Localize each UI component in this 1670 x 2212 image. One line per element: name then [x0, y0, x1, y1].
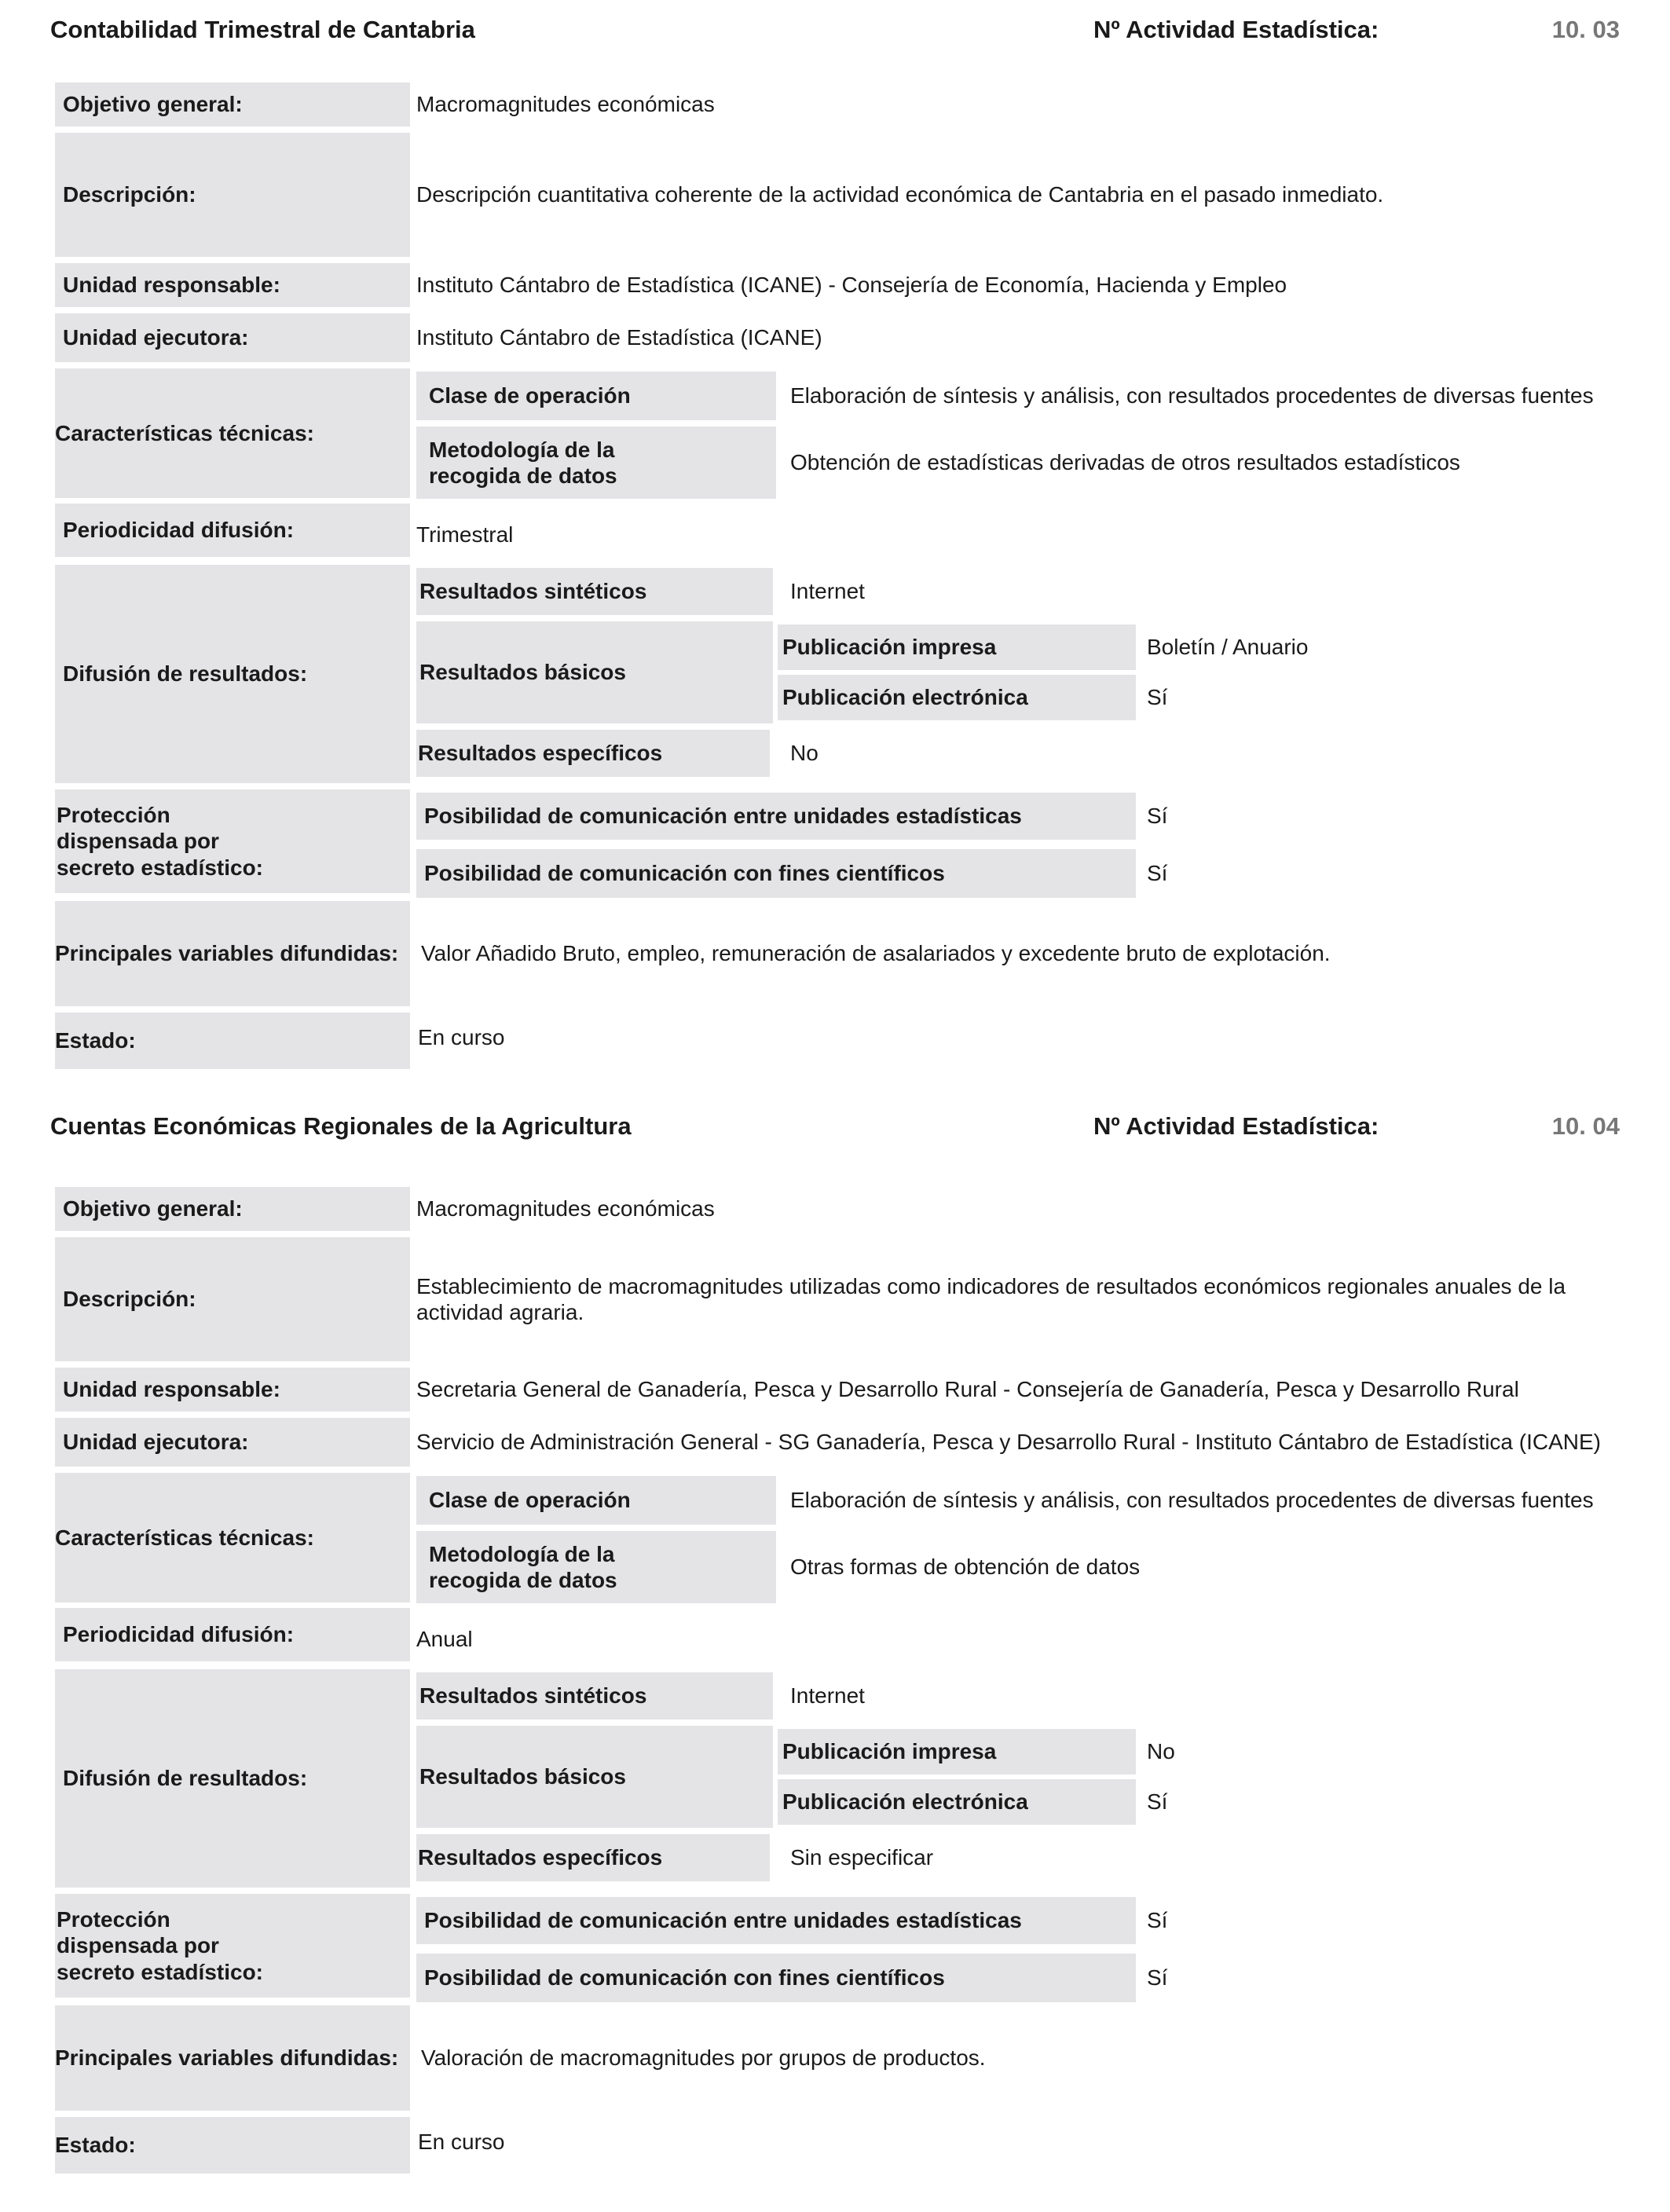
value-variables-difundidas: Valor Añadido Bruto, empleo, remuneración de asalariados y excedente bruto de explotación. — [421, 941, 1331, 966]
value-descripcion: Descripción cuantitativa coherente de la actividad económica de Cantabria en el pasado inmediato. — [416, 182, 1384, 207]
label-resultados-sinteticos: Resultados sintéticos — [416, 1672, 773, 1719]
label-publicacion-impresa: Publicación impresa — [778, 1729, 1136, 1774]
activity-number-label: Nº Actividad Estadística: — [1093, 16, 1379, 43]
value-publicacion-impresa: No — [1147, 1739, 1175, 1764]
label-metodologia: Metodología de la recogida de datos — [416, 1531, 776, 1603]
label-resultados-especificos: Resultados específicos — [416, 730, 770, 777]
value-unidad-ejecutora: Instituto Cántabro de Estadística (ICANE) — [416, 325, 822, 350]
value-unidad-responsable: Instituto Cántabro de Estadística (ICANE) - Consejería de Economía, Hacienda y Empleo — [416, 273, 1287, 298]
label-variables-difundidas: Principales variables difundidas: — [55, 2005, 410, 2111]
activity-number-label: Nº Actividad Estadística: — [1093, 1112, 1379, 1140]
label-clase-operacion: Clase de operación — [416, 372, 776, 420]
label-clase-operacion: Clase de operación — [416, 1476, 776, 1525]
value-resultados-especificos: Sin especificar — [790, 1845, 934, 1870]
label-unidad-ejecutora: Unidad ejecutora: — [55, 1418, 410, 1467]
label-periodicidad: Periodicidad difusión: — [55, 504, 410, 557]
value-metodologia: Obtención de estadísticas derivadas de otros resultados estadísticos — [790, 450, 1460, 475]
label-objetivo-general: Objetivo general: — [55, 1187, 410, 1231]
value-clase-operacion: Elaboración de síntesis y análisis, con resultados procedentes de diversas fuentes — [790, 383, 1594, 408]
value-periodicidad: Trimestral — [416, 522, 514, 548]
label-estado: Estado: — [55, 2117, 410, 2174]
label-comunicacion-unidades: Posibilidad de comunicación entre unidades estadísticas — [416, 1897, 1136, 1944]
label-comunicacion-cientificos: Posibilidad de comunicación con fines científicos — [416, 1954, 1136, 2002]
value-comunicacion-unidades: Sí — [1147, 804, 1168, 829]
label-publicacion-electronica: Publicación electrónica — [778, 1779, 1136, 1825]
label-resultados-basicos: Resultados básicos — [416, 1726, 773, 1828]
label-proteccion-secreto: Protección dispensada por secreto estadístico: — [55, 789, 410, 893]
label-caracteristicas-tecnicas: Características técnicas: — [55, 368, 410, 498]
label-proteccion-secreto: Protección dispensada por secreto estadístico: — [55, 1894, 410, 1998]
activity-section-2 — [0, 1112, 1670, 2212]
label-unidad-ejecutora: Unidad ejecutora: — [55, 313, 410, 362]
label-resultados-especificos: Resultados específicos — [416, 1834, 770, 1881]
label-metodologia: Metodología de la recogida de datos — [416, 427, 776, 499]
value-resultados-sinteticos: Internet — [790, 579, 865, 604]
value-resultados-sinteticos: Internet — [790, 1683, 865, 1708]
label-unidad-responsable: Unidad responsable: — [55, 1368, 410, 1412]
value-descripcion: Establecimiento de macromagnitudes utilizadas como indicadores de resultados económicos regionales anuales de la actividad agraria. — [416, 1273, 1566, 1324]
activity-number: 10. 04 — [1551, 1112, 1620, 1140]
value-variables-difundidas: Valoración de macromagnitudes por grupos de productos. — [421, 2045, 986, 2071]
value-estado: En curso — [418, 2130, 505, 2155]
label-periodicidad: Periodicidad difusión: — [55, 1608, 410, 1661]
label-publicacion-impresa: Publicación impresa — [778, 624, 1136, 670]
value-unidad-ejecutora: Servicio de Administración General - SG Ganadería, Pesca y Desarrollo Rural - Instituto Cántabro de Estadística (ICANE) — [416, 1430, 1601, 1455]
label-estado: Estado: — [55, 1013, 410, 1069]
label-descripcion: Descripción: — [55, 1237, 410, 1361]
label-resultados-basicos: Resultados básicos — [416, 621, 773, 723]
activity-number: 10. 03 — [1551, 16, 1620, 43]
activity-title: Cuentas Económicas Regionales de la Agricultura — [50, 1112, 632, 1140]
label-comunicacion-cientificos: Posibilidad de comunicación con fines científicos — [416, 849, 1136, 898]
label-difusion-resultados: Difusión de resultados: — [55, 565, 410, 783]
label-comunicacion-unidades: Posibilidad de comunicación entre unidades estadísticas — [416, 793, 1136, 840]
label-publicacion-electronica: Publicación electrónica — [778, 675, 1136, 720]
label-difusion-resultados: Difusión de resultados: — [55, 1669, 410, 1888]
value-objetivo-general: Macromagnitudes económicas — [416, 92, 715, 117]
value-periodicidad: Anual — [416, 1627, 473, 1652]
value-publicacion-electronica: Sí — [1147, 685, 1168, 710]
value-objetivo-general: Macromagnitudes económicas — [416, 1196, 715, 1221]
label-caracteristicas-tecnicas: Características técnicas: — [55, 1473, 410, 1602]
value-comunicacion-unidades: Sí — [1147, 1908, 1168, 1933]
label-variables-difundidas: Principales variables difundidas: — [55, 901, 410, 1006]
value-clase-operacion: Elaboración de síntesis y análisis, con resultados procedentes de diversas fuentes — [790, 1488, 1594, 1513]
value-unidad-responsable: Secretaria General de Ganadería, Pesca y Desarrollo Rural - Consejería de Ganadería, Pesca y Desarrollo Rural — [416, 1377, 1519, 1402]
activity-title: Contabilidad Trimestral de Cantabria — [50, 16, 475, 43]
label-descripcion: Descripción: — [55, 133, 410, 257]
value-publicacion-electronica: Sí — [1147, 1789, 1168, 1815]
value-estado: En curso — [418, 1025, 505, 1050]
label-unidad-responsable: Unidad responsable: — [55, 263, 410, 307]
value-publicacion-impresa: Boletín / Anuario — [1147, 635, 1309, 660]
value-comunicacion-cientificos: Sí — [1147, 861, 1168, 886]
value-resultados-especificos: No — [790, 741, 819, 766]
value-comunicacion-cientificos: Sí — [1147, 1965, 1168, 1990]
activity-section-1 — [0, 0, 1670, 1100]
label-resultados-sinteticos: Resultados sintéticos — [416, 568, 773, 615]
value-metodologia: Otras formas de obtención de datos — [790, 1555, 1141, 1580]
label-objetivo-general: Objetivo general: — [55, 82, 410, 126]
